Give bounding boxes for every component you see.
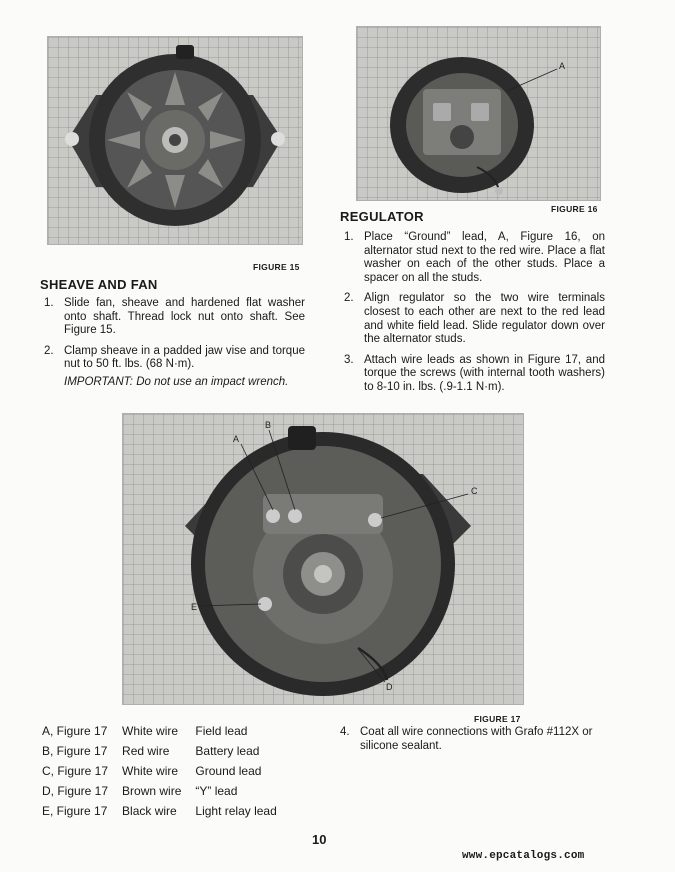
legend-ref: B, Figure 17: [42, 744, 108, 759]
legend-wire: Red wire: [122, 744, 170, 759]
legend-wire: White wire: [122, 724, 179, 739]
legend-lead: Ground lead: [195, 764, 262, 779]
alternator-wiring-illustration: [123, 414, 523, 704]
legend-wire: White wire: [122, 764, 179, 779]
step-text: Align regulator so the two wire terminals closest to each other are next to the red lead and white field lead. Slide regulator down over the alternator studs.: [364, 292, 605, 346]
sheave-step-1: [40, 297, 305, 338]
legend-row: [42, 764, 291, 784]
figure-17-callout-a: A: [233, 434, 240, 444]
alternator-regulator-illustration: [357, 27, 600, 200]
figure-16-callout-a: A: [559, 61, 566, 71]
regulator-step-4-list: [336, 726, 611, 760]
figure-17-caption: FIGURE 17: [474, 714, 521, 724]
figure-15-caption: FIGURE 15: [253, 262, 300, 272]
legend-ref: C, Figure 17: [42, 764, 109, 779]
regulator-step-1: [340, 231, 605, 285]
figure-17-callout-d: D: [386, 682, 393, 692]
figure-17-photo: [122, 413, 524, 705]
legend-row: [42, 784, 291, 804]
legend-lead: “Y” lead: [195, 784, 238, 799]
figure-15-photo: [47, 36, 303, 245]
legend-ref: E, Figure 17: [42, 804, 108, 819]
alternator-fan-illustration: [48, 37, 302, 244]
legend-lead: Light relay lead: [195, 804, 277, 819]
figure-17-callout-b: B: [265, 420, 272, 430]
sheave-and-fan-steps: [40, 297, 305, 397]
regulator-step-4: [336, 726, 611, 753]
wire-connection-legend: [42, 724, 291, 824]
sheave-and-fan-heading: SHEAVE AND FAN: [40, 277, 158, 292]
legend-ref: A, Figure 17: [42, 724, 108, 739]
legend-row: [42, 724, 291, 744]
page-number: 10: [312, 832, 327, 847]
sheave-step-2: [40, 345, 305, 390]
step-number: 1.: [344, 231, 354, 243]
step-text: Attach wire leads as shown in Figure 17, and torque the screws (with internal tooth washers) to 8-10 in. lbs. (.9-1.1 N·m).: [364, 353, 605, 393]
footer-watermark-url: www.epcatalogs.com: [462, 850, 585, 862]
legend-lead: Field lead: [195, 724, 248, 739]
important-note: IMPORTANT: Do not use an impact wrench.: [64, 375, 289, 388]
figure-17-callout-c: C: [471, 486, 478, 496]
figure-16-photo: [356, 26, 601, 201]
legend-ref: D, Figure 17: [42, 784, 109, 799]
step-number: 2.: [44, 344, 54, 357]
figure-17-callout-e: E: [191, 602, 198, 612]
legend-row: [42, 744, 291, 764]
legend-wire: Brown wire: [122, 784, 182, 799]
step-number: 4.: [340, 726, 350, 738]
legend-wire: Black wire: [122, 804, 177, 819]
step-text: Clamp sheave in a padded jaw vise and torque nut to 50 ft. lbs. (68 N·m).: [64, 344, 305, 371]
regulator-steps: [340, 231, 605, 402]
regulator-step-3: [340, 354, 605, 395]
legend-row: [42, 804, 291, 824]
figure-16-caption: FIGURE 16: [551, 204, 598, 214]
step-number: 3.: [344, 353, 354, 366]
step-text: Coat all wire connections with Grafo #112X or silicone sealant.: [360, 726, 593, 752]
step-text: Slide fan, sheave and hardened flat washer onto shaft. Thread lock nut onto shaft. See Figure 15.: [64, 297, 305, 337]
step-text: Place “Ground” lead, A, Figure 16, on alternator stud next to the red wire. Place a flat washer on each of the other studs. Place a spacer on all the studs.: [364, 231, 605, 284]
step-number: 1.: [44, 297, 54, 309]
regulator-step-2: [340, 292, 605, 346]
step-number: 2.: [344, 292, 354, 305]
legend-lead: Battery lead: [195, 744, 260, 759]
regulator-heading: REGULATOR: [340, 209, 424, 224]
